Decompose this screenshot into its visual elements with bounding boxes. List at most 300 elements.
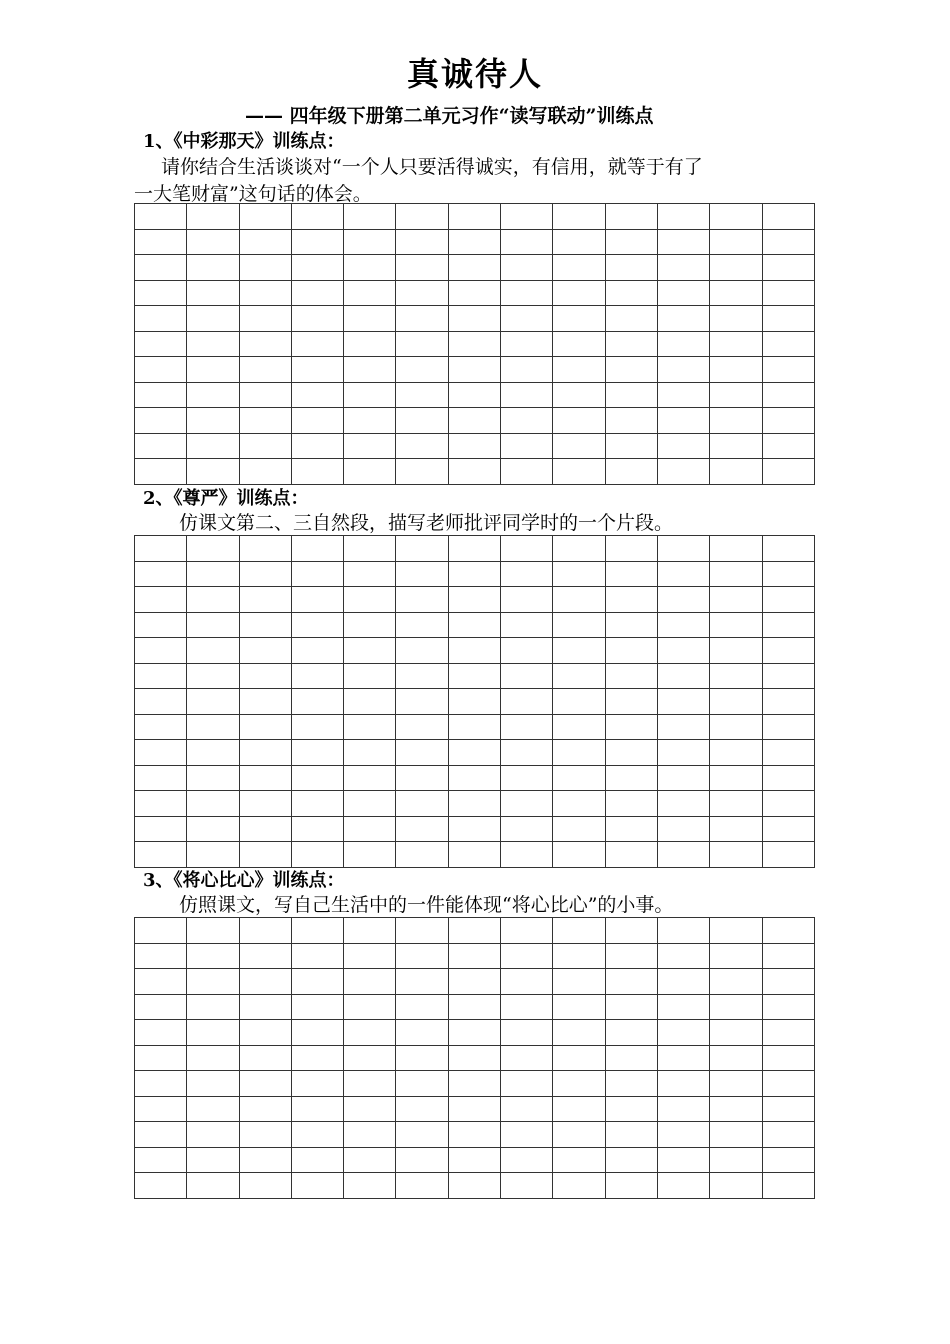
- grid-cell[interactable]: [501, 280, 553, 306]
- grid-cell[interactable]: [710, 357, 762, 383]
- grid-cell[interactable]: [501, 587, 553, 613]
- grid-cell[interactable]: [396, 561, 448, 587]
- grid-cell[interactable]: [396, 765, 448, 791]
- section-1-writing-grid[interactable]: [134, 203, 815, 485]
- grid-cell[interactable]: [344, 229, 396, 255]
- grid-cell[interactable]: [344, 842, 396, 868]
- grid-cell[interactable]: [135, 1045, 187, 1071]
- grid-cell[interactable]: [553, 382, 605, 408]
- grid-cell[interactable]: [344, 1045, 396, 1071]
- grid-cell[interactable]: [239, 255, 291, 281]
- grid-cell[interactable]: [187, 561, 239, 587]
- grid-cell[interactable]: [657, 433, 709, 459]
- section-3-writing-grid[interactable]: [134, 917, 815, 1199]
- grid-cell[interactable]: [396, 382, 448, 408]
- grid-cell[interactable]: [187, 969, 239, 995]
- grid-cell[interactable]: [344, 791, 396, 817]
- grid-cell[interactable]: [396, 689, 448, 715]
- grid-cell[interactable]: [239, 740, 291, 766]
- grid-cell[interactable]: [396, 1020, 448, 1046]
- grid-cell[interactable]: [553, 331, 605, 357]
- grid-cell[interactable]: [501, 918, 553, 944]
- grid-cell[interactable]: [605, 765, 657, 791]
- grid-cell[interactable]: [710, 408, 762, 434]
- grid-cell[interactable]: [710, 791, 762, 817]
- grid-cell[interactable]: [605, 994, 657, 1020]
- grid-cell[interactable]: [239, 587, 291, 613]
- grid-cell[interactable]: [239, 561, 291, 587]
- grid-cell[interactable]: [657, 1071, 709, 1097]
- grid-cell[interactable]: [762, 612, 814, 638]
- grid-cell[interactable]: [344, 280, 396, 306]
- grid-cell[interactable]: [396, 612, 448, 638]
- grid-cell[interactable]: [710, 280, 762, 306]
- grid-cell[interactable]: [762, 918, 814, 944]
- grid-cell[interactable]: [239, 204, 291, 230]
- grid-cell[interactable]: [291, 280, 343, 306]
- grid-cell[interactable]: [553, 918, 605, 944]
- grid-cell[interactable]: [657, 1096, 709, 1122]
- grid-cell[interactable]: [291, 561, 343, 587]
- grid-cell[interactable]: [135, 689, 187, 715]
- grid-cell[interactable]: [344, 306, 396, 332]
- grid-cell[interactable]: [135, 357, 187, 383]
- grid-cell[interactable]: [135, 765, 187, 791]
- grid-cell[interactable]: [396, 331, 448, 357]
- grid-cell[interactable]: [762, 714, 814, 740]
- grid-cell[interactable]: [657, 740, 709, 766]
- grid-cell[interactable]: [344, 969, 396, 995]
- grid-cell[interactable]: [135, 204, 187, 230]
- grid-cell[interactable]: [344, 255, 396, 281]
- grid-cell[interactable]: [605, 816, 657, 842]
- grid-cell[interactable]: [553, 255, 605, 281]
- grid-cell[interactable]: [710, 740, 762, 766]
- grid-cell[interactable]: [135, 459, 187, 485]
- grid-cell[interactable]: [605, 1147, 657, 1173]
- grid-cell[interactable]: [448, 918, 500, 944]
- grid-cell[interactable]: [448, 943, 500, 969]
- grid-cell[interactable]: [396, 663, 448, 689]
- grid-cell[interactable]: [762, 1071, 814, 1097]
- grid-cell[interactable]: [553, 842, 605, 868]
- grid-cell[interactable]: [553, 204, 605, 230]
- grid-cell[interactable]: [501, 408, 553, 434]
- grid-cell[interactable]: [553, 791, 605, 817]
- grid-cell[interactable]: [657, 612, 709, 638]
- grid-cell[interactable]: [187, 229, 239, 255]
- grid-cell[interactable]: [657, 1147, 709, 1173]
- grid-cell[interactable]: [710, 994, 762, 1020]
- grid-cell[interactable]: [291, 816, 343, 842]
- grid-cell[interactable]: [239, 943, 291, 969]
- grid-cell[interactable]: [657, 306, 709, 332]
- grid-cell[interactable]: [396, 816, 448, 842]
- grid-cell[interactable]: [344, 765, 396, 791]
- grid-cell[interactable]: [605, 459, 657, 485]
- grid-cell[interactable]: [396, 1122, 448, 1148]
- grid-cell[interactable]: [135, 561, 187, 587]
- grid-cell[interactable]: [605, 561, 657, 587]
- grid-cell[interactable]: [710, 1045, 762, 1071]
- grid-cell[interactable]: [553, 969, 605, 995]
- grid-cell[interactable]: [239, 331, 291, 357]
- grid-cell[interactable]: [187, 638, 239, 664]
- grid-cell[interactable]: [657, 1020, 709, 1046]
- grid-cell[interactable]: [344, 663, 396, 689]
- grid-cell[interactable]: [239, 1071, 291, 1097]
- grid-cell[interactable]: [187, 943, 239, 969]
- grid-cell[interactable]: [239, 229, 291, 255]
- grid-cell[interactable]: [344, 816, 396, 842]
- grid-cell[interactable]: [710, 663, 762, 689]
- grid-cell[interactable]: [396, 791, 448, 817]
- grid-cell[interactable]: [553, 994, 605, 1020]
- grid-cell[interactable]: [710, 714, 762, 740]
- grid-cell[interactable]: [501, 204, 553, 230]
- grid-cell[interactable]: [605, 331, 657, 357]
- grid-cell[interactable]: [553, 1096, 605, 1122]
- grid-cell[interactable]: [501, 1045, 553, 1071]
- grid-cell[interactable]: [762, 1173, 814, 1199]
- grid-cell[interactable]: [448, 1096, 500, 1122]
- grid-cell[interactable]: [396, 536, 448, 562]
- grid-cell[interactable]: [291, 306, 343, 332]
- grid-cell[interactable]: [291, 229, 343, 255]
- grid-cell[interactable]: [187, 791, 239, 817]
- grid-cell[interactable]: [762, 357, 814, 383]
- grid-cell[interactable]: [187, 306, 239, 332]
- grid-cell[interactable]: [448, 1173, 500, 1199]
- grid-cell[interactable]: [605, 433, 657, 459]
- grid-cell[interactable]: [762, 791, 814, 817]
- grid-cell[interactable]: [187, 765, 239, 791]
- grid-cell[interactable]: [710, 765, 762, 791]
- grid-cell[interactable]: [710, 1096, 762, 1122]
- grid-cell[interactable]: [448, 969, 500, 995]
- grid-cell[interactable]: [762, 663, 814, 689]
- grid-cell[interactable]: [657, 536, 709, 562]
- grid-cell[interactable]: [501, 561, 553, 587]
- grid-cell[interactable]: [501, 255, 553, 281]
- grid-cell[interactable]: [135, 740, 187, 766]
- grid-cell[interactable]: [396, 994, 448, 1020]
- grid-cell[interactable]: [187, 689, 239, 715]
- grid-cell[interactable]: [501, 740, 553, 766]
- grid-cell[interactable]: [762, 816, 814, 842]
- grid-cell[interactable]: [291, 1096, 343, 1122]
- grid-cell[interactable]: [187, 816, 239, 842]
- grid-cell[interactable]: [396, 638, 448, 664]
- grid-cell[interactable]: [135, 587, 187, 613]
- grid-cell[interactable]: [448, 842, 500, 868]
- grid-cell[interactable]: [135, 791, 187, 817]
- grid-cell[interactable]: [239, 791, 291, 817]
- grid-cell[interactable]: [501, 1122, 553, 1148]
- grid-cell[interactable]: [187, 382, 239, 408]
- grid-cell[interactable]: [605, 280, 657, 306]
- grid-cell[interactable]: [344, 536, 396, 562]
- grid-cell[interactable]: [448, 357, 500, 383]
- grid-cell[interactable]: [553, 306, 605, 332]
- grid-cell[interactable]: [553, 1071, 605, 1097]
- grid-cell[interactable]: [501, 689, 553, 715]
- grid-cell[interactable]: [448, 689, 500, 715]
- grid-cell[interactable]: [135, 943, 187, 969]
- grid-cell[interactable]: [762, 459, 814, 485]
- grid-cell[interactable]: [657, 1045, 709, 1071]
- grid-cell[interactable]: [239, 663, 291, 689]
- grid-cell[interactable]: [239, 306, 291, 332]
- grid-cell[interactable]: [187, 1071, 239, 1097]
- grid-cell[interactable]: [553, 1020, 605, 1046]
- grid-cell[interactable]: [291, 638, 343, 664]
- grid-cell[interactable]: [762, 740, 814, 766]
- grid-cell[interactable]: [239, 994, 291, 1020]
- grid-cell[interactable]: [396, 459, 448, 485]
- grid-cell[interactable]: [762, 204, 814, 230]
- grid-cell[interactable]: [187, 408, 239, 434]
- grid-cell[interactable]: [396, 357, 448, 383]
- grid-cell[interactable]: [605, 1122, 657, 1148]
- grid-cell[interactable]: [396, 255, 448, 281]
- grid-cell[interactable]: [344, 638, 396, 664]
- grid-cell[interactable]: [657, 229, 709, 255]
- grid-cell[interactable]: [657, 816, 709, 842]
- grid-cell[interactable]: [448, 1045, 500, 1071]
- grid-cell[interactable]: [553, 1122, 605, 1148]
- grid-cell[interactable]: [291, 943, 343, 969]
- grid-cell[interactable]: [187, 587, 239, 613]
- grid-cell[interactable]: [710, 1071, 762, 1097]
- grid-cell[interactable]: [501, 229, 553, 255]
- grid-cell[interactable]: [135, 1173, 187, 1199]
- grid-cell[interactable]: [605, 1045, 657, 1071]
- grid-cell[interactable]: [239, 689, 291, 715]
- grid-cell[interactable]: [448, 1122, 500, 1148]
- grid-cell[interactable]: [187, 612, 239, 638]
- grid-cell[interactable]: [762, 638, 814, 664]
- grid-cell[interactable]: [762, 408, 814, 434]
- grid-cell[interactable]: [187, 536, 239, 562]
- grid-cell[interactable]: [344, 918, 396, 944]
- grid-cell[interactable]: [135, 408, 187, 434]
- grid-cell[interactable]: [135, 433, 187, 459]
- grid-cell[interactable]: [501, 994, 553, 1020]
- grid-cell[interactable]: [448, 740, 500, 766]
- grid-cell[interactable]: [605, 1071, 657, 1097]
- grid-cell[interactable]: [605, 918, 657, 944]
- grid-cell[interactable]: [291, 408, 343, 434]
- grid-cell[interactable]: [344, 1122, 396, 1148]
- grid-cell[interactable]: [605, 969, 657, 995]
- grid-cell[interactable]: [396, 1096, 448, 1122]
- grid-cell[interactable]: [605, 943, 657, 969]
- grid-cell[interactable]: [344, 331, 396, 357]
- grid-cell[interactable]: [187, 459, 239, 485]
- grid-cell[interactable]: [657, 280, 709, 306]
- grid-cell[interactable]: [344, 943, 396, 969]
- grid-cell[interactable]: [448, 229, 500, 255]
- grid-cell[interactable]: [344, 459, 396, 485]
- grid-cell[interactable]: [239, 1147, 291, 1173]
- grid-cell[interactable]: [396, 1045, 448, 1071]
- grid-cell[interactable]: [657, 1122, 709, 1148]
- grid-cell[interactable]: [291, 765, 343, 791]
- grid-cell[interactable]: [448, 204, 500, 230]
- grid-cell[interactable]: [553, 638, 605, 664]
- grid-cell[interactable]: [501, 1071, 553, 1097]
- grid-cell[interactable]: [187, 357, 239, 383]
- grid-cell[interactable]: [187, 1147, 239, 1173]
- grid-cell[interactable]: [710, 255, 762, 281]
- grid-cell[interactable]: [762, 765, 814, 791]
- grid-cell[interactable]: [291, 740, 343, 766]
- grid-cell[interactable]: [344, 1147, 396, 1173]
- grid-cell[interactable]: [135, 842, 187, 868]
- grid-cell[interactable]: [187, 1045, 239, 1071]
- grid-cell[interactable]: [657, 842, 709, 868]
- grid-cell[interactable]: [710, 943, 762, 969]
- grid-cell[interactable]: [448, 459, 500, 485]
- grid-cell[interactable]: [135, 1020, 187, 1046]
- grid-cell[interactable]: [239, 1045, 291, 1071]
- grid-cell[interactable]: [553, 280, 605, 306]
- grid-cell[interactable]: [657, 255, 709, 281]
- grid-cell[interactable]: [553, 663, 605, 689]
- grid-cell[interactable]: [239, 1020, 291, 1046]
- grid-cell[interactable]: [605, 740, 657, 766]
- grid-cell[interactable]: [239, 842, 291, 868]
- grid-cell[interactable]: [501, 357, 553, 383]
- grid-cell[interactable]: [187, 714, 239, 740]
- grid-cell[interactable]: [657, 765, 709, 791]
- grid-cell[interactable]: [448, 1147, 500, 1173]
- grid-cell[interactable]: [710, 306, 762, 332]
- grid-cell[interactable]: [135, 994, 187, 1020]
- grid-cell[interactable]: [553, 1173, 605, 1199]
- grid-cell[interactable]: [605, 638, 657, 664]
- grid-cell[interactable]: [187, 280, 239, 306]
- grid-cell[interactable]: [396, 1147, 448, 1173]
- grid-cell[interactable]: [187, 1020, 239, 1046]
- grid-cell[interactable]: [657, 382, 709, 408]
- grid-cell[interactable]: [344, 1071, 396, 1097]
- grid-cell[interactable]: [605, 536, 657, 562]
- grid-cell[interactable]: [344, 408, 396, 434]
- grid-cell[interactable]: [448, 663, 500, 689]
- grid-cell[interactable]: [396, 280, 448, 306]
- grid-cell[interactable]: [710, 1122, 762, 1148]
- grid-cell[interactable]: [239, 408, 291, 434]
- grid-cell[interactable]: [135, 280, 187, 306]
- grid-cell[interactable]: [291, 357, 343, 383]
- grid-cell[interactable]: [501, 816, 553, 842]
- grid-cell[interactable]: [448, 433, 500, 459]
- grid-cell[interactable]: [762, 561, 814, 587]
- grid-cell[interactable]: [239, 459, 291, 485]
- grid-cell[interactable]: [657, 638, 709, 664]
- section-2-writing-grid[interactable]: [134, 535, 815, 868]
- grid-cell[interactable]: [448, 765, 500, 791]
- grid-cell[interactable]: [396, 918, 448, 944]
- grid-cell[interactable]: [239, 433, 291, 459]
- grid-cell[interactable]: [553, 1147, 605, 1173]
- grid-cell[interactable]: [239, 357, 291, 383]
- grid-cell[interactable]: [762, 689, 814, 715]
- grid-cell[interactable]: [605, 204, 657, 230]
- grid-cell[interactable]: [291, 1147, 343, 1173]
- grid-cell[interactable]: [291, 255, 343, 281]
- grid-cell[interactable]: [657, 791, 709, 817]
- grid-cell[interactable]: [396, 969, 448, 995]
- grid-cell[interactable]: [501, 1096, 553, 1122]
- grid-cell[interactable]: [448, 612, 500, 638]
- grid-cell[interactable]: [657, 204, 709, 230]
- grid-cell[interactable]: [657, 561, 709, 587]
- grid-cell[interactable]: [710, 689, 762, 715]
- grid-cell[interactable]: [239, 918, 291, 944]
- grid-cell[interactable]: [762, 306, 814, 332]
- grid-cell[interactable]: [710, 1020, 762, 1046]
- grid-cell[interactable]: [239, 536, 291, 562]
- grid-cell[interactable]: [605, 714, 657, 740]
- grid-cell[interactable]: [501, 433, 553, 459]
- grid-cell[interactable]: [291, 689, 343, 715]
- grid-cell[interactable]: [135, 382, 187, 408]
- grid-cell[interactable]: [657, 331, 709, 357]
- grid-cell[interactable]: [501, 612, 553, 638]
- grid-cell[interactable]: [605, 357, 657, 383]
- grid-cell[interactable]: [710, 433, 762, 459]
- grid-cell[interactable]: [501, 791, 553, 817]
- grid-cell[interactable]: [657, 1173, 709, 1199]
- grid-cell[interactable]: [344, 689, 396, 715]
- grid-cell[interactable]: [710, 382, 762, 408]
- grid-cell[interactable]: [187, 255, 239, 281]
- grid-cell[interactable]: [239, 969, 291, 995]
- grid-cell[interactable]: [762, 536, 814, 562]
- grid-cell[interactable]: [553, 714, 605, 740]
- grid-cell[interactable]: [710, 229, 762, 255]
- grid-cell[interactable]: [605, 382, 657, 408]
- grid-cell[interactable]: [657, 689, 709, 715]
- grid-cell[interactable]: [710, 331, 762, 357]
- grid-cell[interactable]: [448, 382, 500, 408]
- grid-cell[interactable]: [344, 204, 396, 230]
- grid-cell[interactable]: [605, 612, 657, 638]
- grid-cell[interactable]: [291, 612, 343, 638]
- grid-cell[interactable]: [501, 714, 553, 740]
- grid-cell[interactable]: [710, 638, 762, 664]
- grid-cell[interactable]: [657, 714, 709, 740]
- grid-cell[interactable]: [657, 663, 709, 689]
- grid-cell[interactable]: [239, 1122, 291, 1148]
- grid-cell[interactable]: [135, 969, 187, 995]
- grid-cell[interactable]: [291, 994, 343, 1020]
- grid-cell[interactable]: [396, 714, 448, 740]
- grid-cell[interactable]: [135, 612, 187, 638]
- grid-cell[interactable]: [239, 280, 291, 306]
- grid-cell[interactable]: [135, 1096, 187, 1122]
- grid-cell[interactable]: [396, 842, 448, 868]
- grid-cell[interactable]: [762, 255, 814, 281]
- grid-cell[interactable]: [448, 331, 500, 357]
- grid-cell[interactable]: [344, 740, 396, 766]
- grid-cell[interactable]: [344, 994, 396, 1020]
- grid-cell[interactable]: [344, 1173, 396, 1199]
- grid-cell[interactable]: [553, 1045, 605, 1071]
